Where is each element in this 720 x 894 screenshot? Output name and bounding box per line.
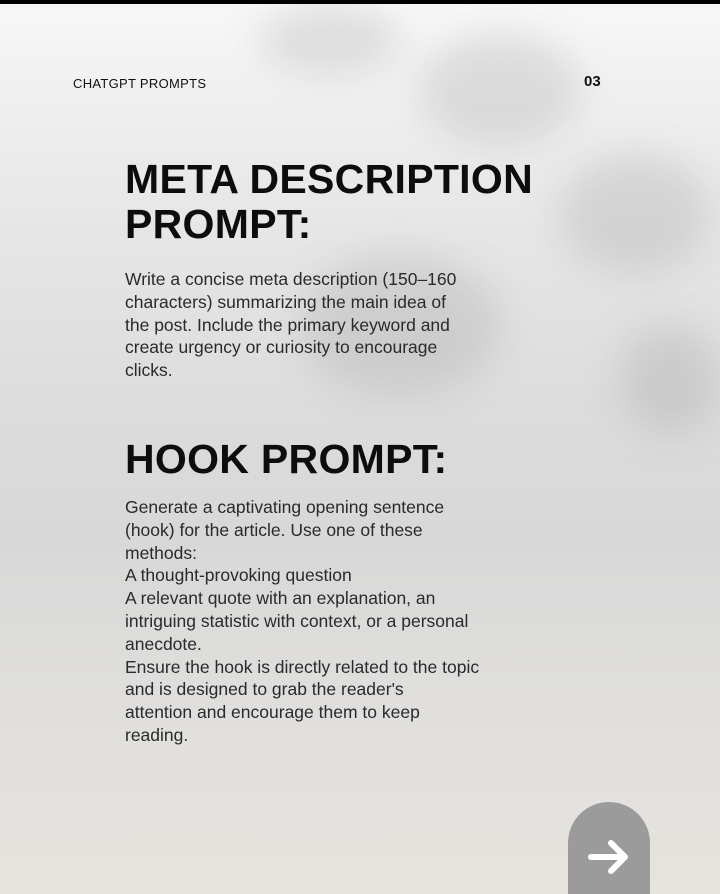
next-slide-button[interactable] — [568, 802, 650, 894]
background-shadow — [420, 34, 580, 144]
background-shadow — [260, 4, 400, 74]
meta-description-text: Write a concise meta description (150–160 characters) summarizing the main idea of the post. Include the primary keyword and create urgency or curiosity to encourage clicks. — [125, 269, 457, 381]
hook-prompt-heading: HOOK PROMPT: — [125, 436, 448, 482]
arrow-right-icon — [585, 833, 633, 881]
series-label: CHATGPT PROMPTS — [73, 76, 207, 91]
hook-prompt-text: Generate a captivating opening sentence (hook) for the article. Use one of these methods: A thought-provoking question A relevant quote with an explanation, an intriguing statistic with context, or a personal anecdote. Ensure the hook is directly related to the topic and is designed to grab the reader's attention and encourage them to keep reading. — [125, 497, 480, 745]
carousel-slide — [0, 4, 720, 894]
page-number: 03 — [584, 73, 601, 90]
background-shadow — [620, 324, 720, 434]
meta-description-heading: META DESCRIPTION PROMPT: — [125, 156, 533, 247]
